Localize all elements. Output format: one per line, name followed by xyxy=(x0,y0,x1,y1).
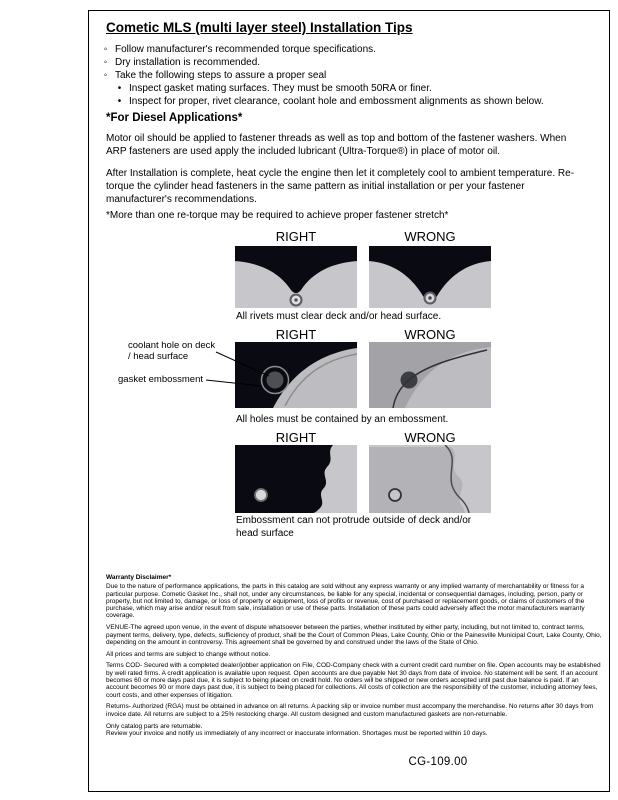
legal-paragraph: Returns- Authorized (RGA) must be obtained in advance on all returns. A packing slip or invoice number must accompany the merchandise. No returns after 30 days from invoice date. All returns are subject to a 25% restocking charge. All custom designed and custom manufactured gaskets are non-returnable. xyxy=(106,703,594,718)
list-item xyxy=(101,43,593,56)
rivet-clearance-right-image xyxy=(235,246,357,308)
deck-edge-illustration xyxy=(369,445,491,513)
legal-paragraph: All prices and terms are subject to change without notice. xyxy=(106,650,271,658)
tip-text: Dry installation is recommended. xyxy=(115,57,261,68)
filled-bullet-icon: • xyxy=(117,96,122,107)
list-item xyxy=(101,69,593,82)
tips-list xyxy=(101,43,593,108)
tip-text: Inspect gasket mating surfaces. They must be smooth 50RA or finer. xyxy=(129,83,432,94)
right-label: RIGHT xyxy=(275,327,317,342)
diesel-paragraph-2: After Installation is complete, heat cycle the engine then let it completely cool to ambient temperature. Re-torque the cylinder head fasteners in the same pattern as initial installation or per your fastener manufacturer's recommendations. xyxy=(106,168,575,205)
diagram-caption: Embossment can not protrude outside of deck and/or head surface xyxy=(236,515,472,539)
tip-text: Follow manufacturer's recommended torque specifications. xyxy=(115,44,376,55)
wrong-label: WRONG xyxy=(404,430,456,445)
list-item xyxy=(115,95,593,108)
tip-text: Take the following steps to assure a proper seal xyxy=(115,70,327,81)
legal-paragraph: Terms COD- Secured with a completed dealer/jobber application on File, COD-Company check with a current credit card number on file. Open accounts may be established by well rated firms. A credit application is available upon request. Open accounts are due payable Net 30 days from date of invoice. No statement will be sent. If an account becomes 60 or more days past due, it is subject to being placed on credit hold. No orders will be shipped or new orders accepted until past due balance is paid. If an account becomes 90 or more days past due, it is subject to being placed for collections. All costs of collection are the responsibility of the customer, including attorney fees, court costs, and other expenses of litigation. xyxy=(106,662,601,699)
diagram-caption: All rivets must clear deck and/or head surface. xyxy=(236,311,442,322)
embossment-containment-right-image xyxy=(235,342,357,408)
open-bullet-icon: ◦ xyxy=(103,70,108,81)
legal-paragraph: VENUE-The agreed upon venue, in the event of dispute whatsoever between the parties, whether instituted by either party, including, but not limited to, contract terms, payment terms, delivery, type, defects, sufficiency of product, shall be the Court of Common Pleas, Lake County, Ohio or the Painesville Municipal Court, Lake County, Ohio, depending on the amount in controversy. This agreement shall be governed by and construed under the laws of the State of Ohio. xyxy=(106,624,602,646)
rivet-clearance-wrong-image xyxy=(369,246,491,308)
gasket-corner-illustration xyxy=(235,342,357,408)
page-title: Cometic MLS (multi layer steel) Installation Tips xyxy=(106,20,413,35)
open-bullet-icon: ◦ xyxy=(103,44,108,55)
page-code: CG-109.00 xyxy=(408,756,468,768)
embossment-protrusion-right-image xyxy=(235,445,357,513)
embossment-protrusion-wrong-image xyxy=(369,445,491,513)
embossment-containment-wrong-image xyxy=(369,342,491,408)
open-bullet-icon: ◦ xyxy=(103,57,108,68)
coolant-hole-annotation: coolant hole on deck / head surface xyxy=(128,340,216,362)
legal-paragraph: Only catalog parts are returnable. xyxy=(106,722,203,730)
gasket-corner-illustration xyxy=(369,342,491,408)
retorque-note: *More than one re-torque may be required to achieve proper fastener stretch* xyxy=(106,210,449,221)
legal-paragraph: Review your invoice and notify us immediately of any incorrect or inaccurate information. Shortages must be reported within 10 days. xyxy=(106,729,488,737)
right-label: RIGHT xyxy=(275,229,317,244)
filled-bullet-icon: • xyxy=(117,83,122,94)
wrong-label: WRONG xyxy=(404,327,456,342)
warranty-disclaimer-heading: Warranty Disclaimer* xyxy=(106,574,172,581)
legal-paragraph: Due to the nature of performance applications, the parts in this catalog are sold without any express warranty or any implied warranty of merchantability or fitness for a particular purpose. Cometic Gasket Inc., shall not, under any circumstances, be liable for any special, incidental or consequential damages, including, person, party or property, but not limited to, damage, or loss of property or equipment, loss of profits or revenue, cost of purchased or replacement goods, or claims of customers of the purchase, which may arise and/or result from sale, installation or use of these parts. Installation of these parts could adversely affect the motor manufacturers warranty coverage. xyxy=(106,583,585,620)
legal-section xyxy=(106,574,603,742)
deck-cross-section-illustration xyxy=(369,246,491,308)
right-label: RIGHT xyxy=(275,430,317,445)
gasket-embossment-annotation: gasket embossment xyxy=(118,374,204,385)
list-item xyxy=(115,82,593,95)
diagram-caption: All holes must be contained by an embossment. xyxy=(236,414,449,425)
diesel-applications-heading: *For Diesel Applications* xyxy=(106,112,243,124)
deck-edge-illustration xyxy=(235,445,357,513)
list-item xyxy=(101,56,593,69)
deck-cross-section-illustration xyxy=(235,246,357,308)
diesel-paragraph-1: Motor oil should be applied to fastener threads as well as top and bottom of the fastener washers. When ARP fasteners are used apply the included lubricant (Ultra-Torque®) in place of motor oil. xyxy=(106,133,567,157)
wrong-label: WRONG xyxy=(404,229,456,244)
tip-text: Inspect for proper, rivet clearance, coolant hole and embossment alignments as shown below. xyxy=(129,96,544,107)
